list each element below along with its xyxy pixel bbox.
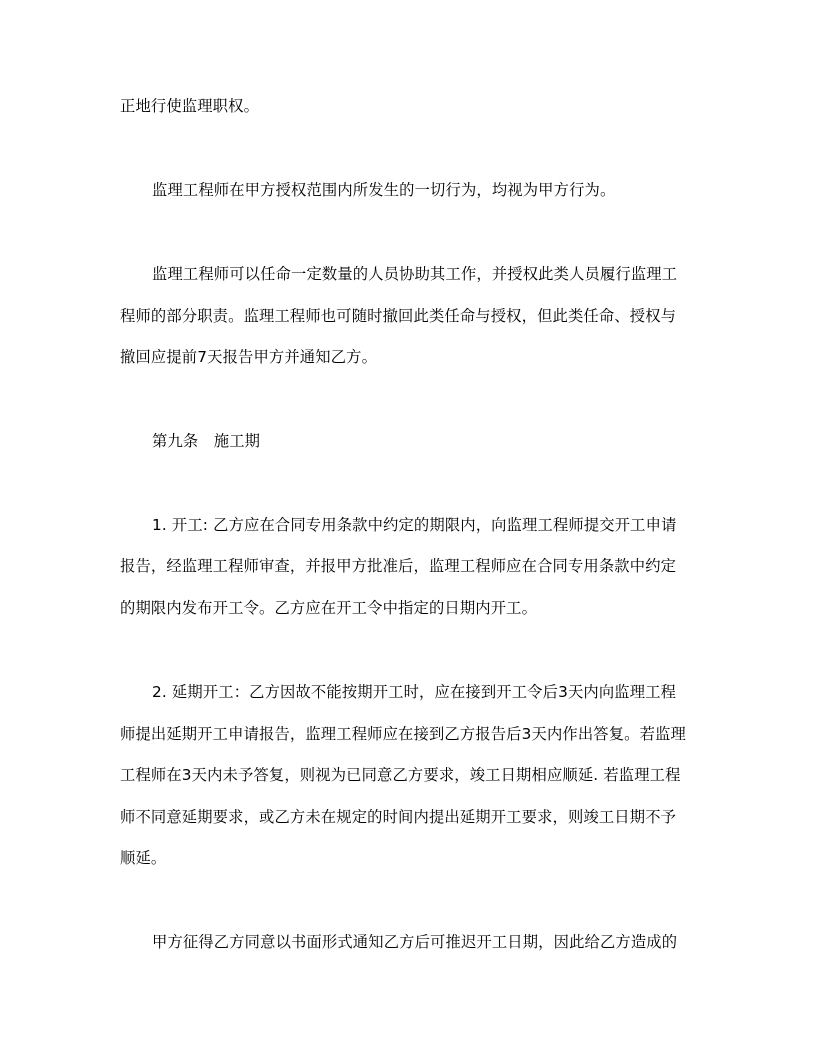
text-line: 工程师在3天内未予答复，则视为已同意乙方要求，竣工日期相应顺延. 若监理工程 bbox=[120, 766, 681, 784]
text-line: 的期限内发布开工令。乙方应在开工令中指定的日期内开工。 bbox=[120, 599, 538, 617]
text-line: 报告，经监理工程师审查，并报甲方批准后，监理工程师应在合同专用条款中约定 bbox=[120, 557, 677, 575]
text-line: 监理工程师在甲方授权范围内所发生的一切行为，均视为甲方行为。 bbox=[152, 181, 616, 199]
text-line: 2. 延期开工：乙方因故不能按期开工时，应在接到开工令后3天内向监理工程 bbox=[152, 683, 677, 701]
text-line: 撤回应提前7天报告甲方并通知乙方。 bbox=[120, 348, 378, 366]
text-line: 1. 开工: 乙方应在合同专用条款中约定的期限内，向监理工程师提交开工申请 bbox=[152, 516, 677, 534]
text-line: 甲方征得乙方同意以书面形式通知乙方后可推迟开工日期，因此给乙方造成的 bbox=[152, 933, 678, 951]
text-line: 程师的部分职责。监理工程师也可随时撤回此类任命与授权，但此类任命、授权与 bbox=[120, 307, 677, 325]
text-line: 正地行使监理职权。 bbox=[120, 97, 260, 115]
section-heading: 第九条 施工期 bbox=[152, 432, 261, 450]
text-line: 师提出延期开工申请报告，监理工程师应在接到乙方报告后3天内作出答复。若监理 bbox=[120, 725, 686, 743]
text-line: 顺延。 bbox=[120, 849, 167, 867]
text-line: 师不同意延期要求，或乙方未在规定的时间内提出延期开工要求，则竣工日期不予 bbox=[120, 808, 677, 826]
text-line: 监理工程师可以任命一定数量的人员协助其工作，并授权此类人员履行监理工 bbox=[152, 265, 678, 283]
